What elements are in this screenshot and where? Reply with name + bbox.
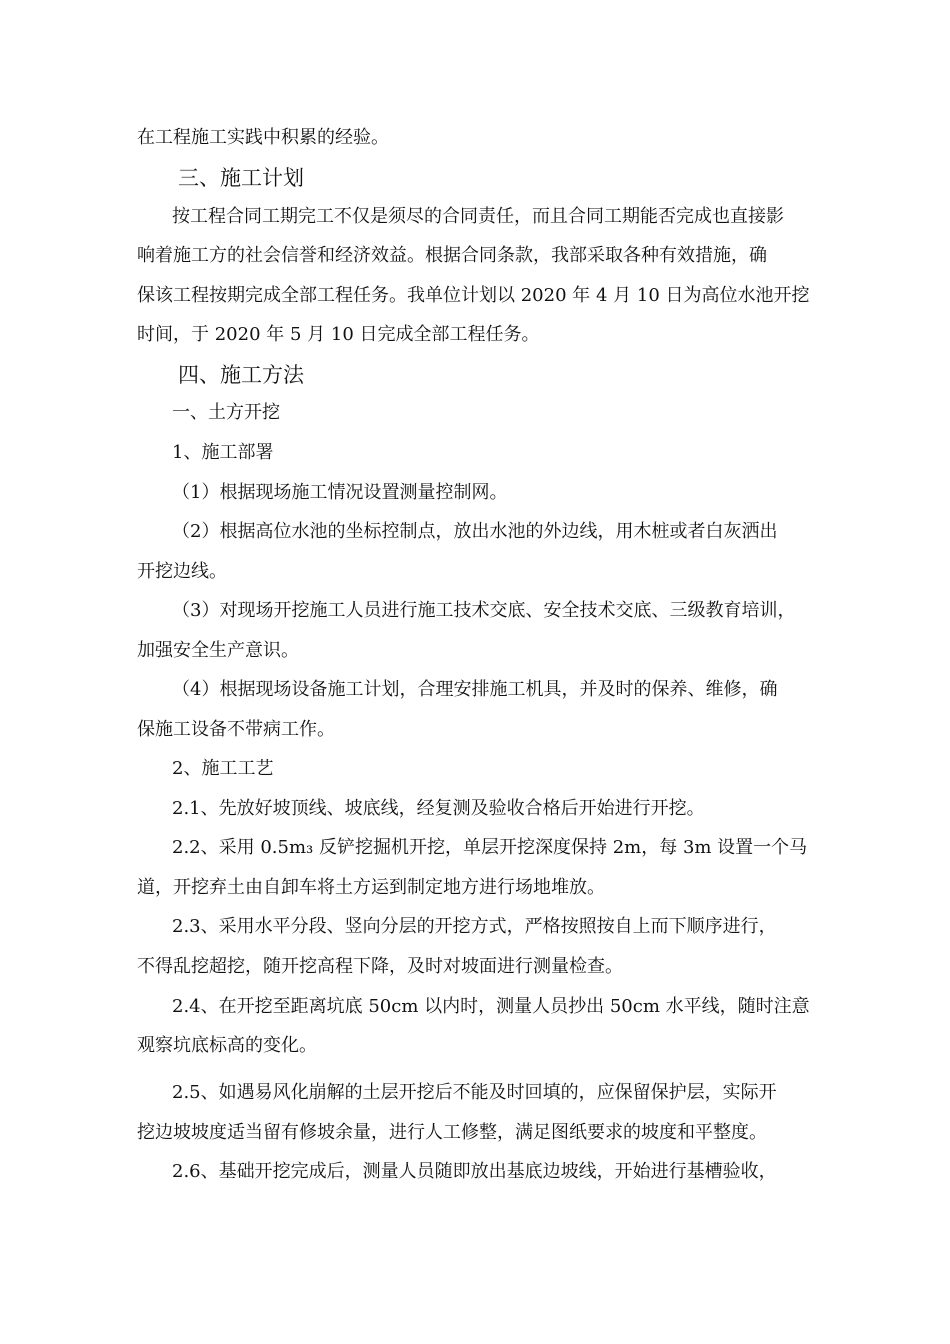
process-step-line: 2.6、基础开挖完成后，测量人员随即放出基底边坡线，开始进行基槽验收， [172, 1161, 777, 1182]
section-heading-plan: 三、施工计划 [178, 166, 304, 190]
list-item-line: （1）根据现场施工情况设置测量控制网。 [172, 482, 508, 503]
section-heading-method: 四、施工方法 [178, 363, 304, 387]
paragraph-line: 响着施工方的社会信誉和经济效益。根据合同条款，我部采取各种有效措施，确 [137, 245, 767, 266]
paragraph-line: 在工程施工实践中积累的经验。 [137, 127, 389, 148]
list-item-line: （3）对现场开挖施工人员进行施工技术交底、安全技术交底、三级教育培训， [172, 600, 796, 621]
process-step-line: 不得乱挖超挖，随开挖高程下降，及时对坡面进行测量检查。 [137, 956, 623, 977]
process-step-line: 2.3、采用水平分段、竖向分层的开挖方式，严格按照按自上而下顺序进行， [172, 916, 777, 937]
paragraph-line: 保该工程按期完成全部工程任务。我单位计划以 2020 年 4 月 10 日为高位水池开挖 [137, 285, 810, 306]
paragraph-line: 时间，于 2020 年 5 月 10 日完成全部工程任务。 [137, 324, 540, 345]
list-item-line: 开挖边线。 [137, 561, 227, 582]
list-item-line: 加强安全生产意识。 [137, 640, 299, 661]
list-item-line: 保施工设备不带病工作。 [137, 719, 335, 740]
subsection-heading: 1、施工部署 [172, 442, 274, 463]
process-step-line: 道，开挖弃土由自卸车将土方运到制定地方进行场地堆放。 [137, 877, 605, 898]
process-step-line: 2.2、采用 0.5m₃ 反铲挖掘机开挖，单层开挖深度保持 2m，每 3m 设置一个马 [172, 837, 808, 858]
process-step-line: 观察坑底标高的变化。 [137, 1035, 317, 1056]
process-step-line: 挖边坡坡度适当留有修坡余量，进行人工修整，满足图纸要求的坡度和平整度。 [137, 1122, 767, 1143]
list-item-line: （2）根据高位水池的坐标控制点，放出水池的外边线，用木桩或者白灰洒出 [172, 521, 778, 542]
process-step-line: 2.4、在开挖至距离坑底 50cm 以内时，测量人员抄出 50cm 水平线，随时注意 [172, 996, 810, 1017]
subsection-heading: 一、土方开挖 [172, 402, 280, 423]
paragraph-line: 按工程合同工期完工不仅是须尽的合同责任，而且合同工期能否完成也直接影 [172, 206, 784, 227]
process-step-line: 2.5、如遇易风化崩解的土层开挖后不能及时回填的，应保留保护层，实际开 [172, 1082, 777, 1103]
list-item-line: （4）根据现场设备施工计划，合理安排施工机具，并及时的保养、维修，确 [172, 679, 778, 700]
subsection-heading: 2、施工工艺 [172, 758, 274, 779]
process-step-line: 2.1、先放好坡顶线、坡底线，经复测及验收合格后开始进行开挖。 [172, 798, 705, 819]
